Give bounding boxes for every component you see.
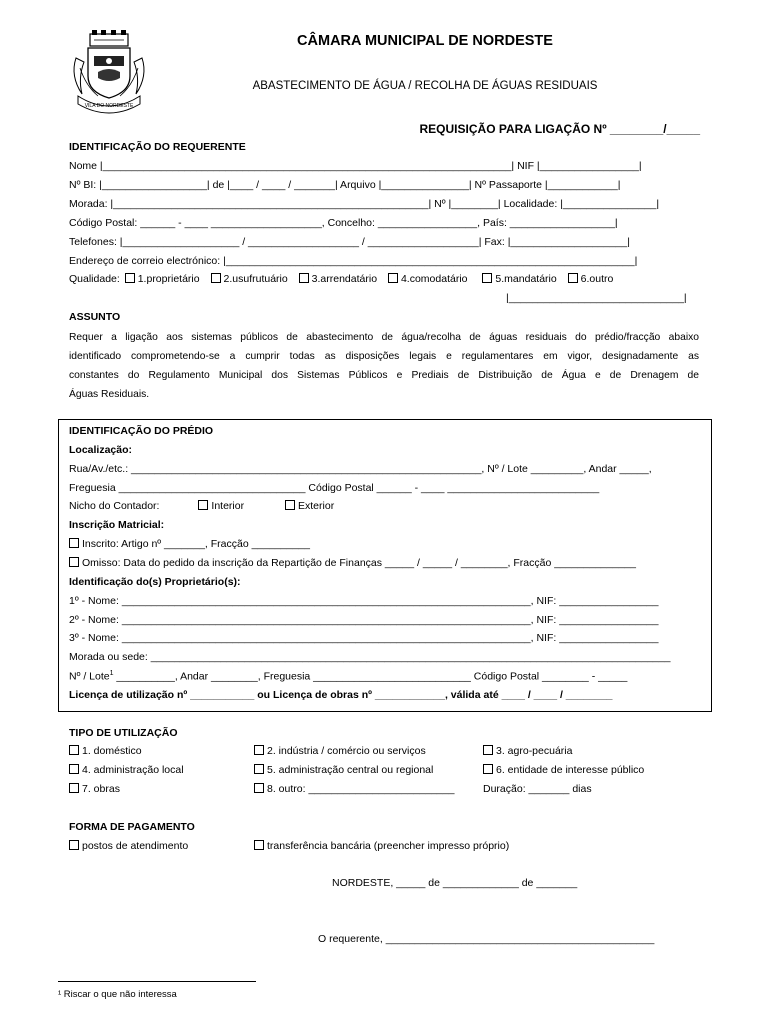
label-agro-pecuaria: 3. agro-pecuária <box>496 745 573 757</box>
field-assinatura-requerente[interactable]: O requerente, ______________________________________________ <box>318 933 655 945</box>
label-mandatario: 5.mandatário <box>495 273 557 285</box>
label-postos-atendimento: postos de atendimento <box>82 840 189 852</box>
label-proprietario: 1.proprietário <box>137 273 200 285</box>
document-subtitle: ABASTECIMENTO DE ÁGUA / RECOLHA DE ÁGUAS RESIDUAIS <box>252 80 598 92</box>
section-heading-tipo-utilizacao: TIPO DE UTILIZAÇÃO <box>69 727 178 739</box>
field-omisso-data[interactable]: Omisso: Data do pedido da inscrição da Repartição de Finanças _____ / _____ / ________, Fracção ______________ <box>82 557 636 569</box>
field-proprietario-2[interactable]: 2º - Nome: ______________________________________________________________________, NIF: _________________ <box>69 614 659 626</box>
field-freguesia-codigo-postal[interactable]: Freguesia ________________________________ Código Postal ______ - ____ __________________________ <box>69 482 600 494</box>
checkbox-obras[interactable] <box>69 783 79 793</box>
checkbox-omisso[interactable] <box>69 557 79 567</box>
lote-label: Nº / Lote <box>69 670 110 683</box>
assunto-line: Águas Residuais. <box>69 389 150 400</box>
checkbox-arrendatario[interactable] <box>299 273 309 283</box>
section-heading-pagamento: FORMA DE PAGAMENTO <box>69 821 195 833</box>
field-data-local[interactable]: NORDESTE, _____ de _____________ de _______ <box>332 877 578 889</box>
tipo-option-industria <box>254 745 426 757</box>
section-heading-predio: IDENTIFICAÇÃO DO PRÉDIO <box>69 425 214 437</box>
assunto-paragraph <box>69 328 699 404</box>
label-domestico: 1. doméstico <box>82 745 142 757</box>
section-heading-requerente: IDENTIFICAÇÃO DO REQUERENTE <box>69 141 246 153</box>
checkbox-outro[interactable] <box>568 273 578 283</box>
checkbox-usufrutuario[interactable] <box>211 273 221 283</box>
label-industria: 2. indústria / comércio ou serviços <box>267 745 426 757</box>
footnote-text: ¹ Riscar o que não interessa <box>58 989 177 1000</box>
label-obras: 7. obras <box>82 783 120 795</box>
field-telefones-fax[interactable]: Telefones: |____________________ / ___________________ / ___________________| Fax: |____________________| <box>69 236 630 248</box>
checkbox-mandatario[interactable] <box>482 273 492 283</box>
assunto-line: identificado comprometendo-se a cumprir todas as disposições legais e regulamentares em vigor, designadamente as <box>69 351 699 362</box>
checkbox-comodatario[interactable] <box>388 273 398 283</box>
label-nicho-interior: Interior <box>211 500 245 512</box>
lote-fields[interactable]: __________, Andar ________, Freguesia ___________________________ Código Postal ________ - _____ <box>113 670 628 683</box>
assunto-line: constantes do Regulamento Municipal dos Sistemas Públicos e Prediais de Distribuição de Água e de Drenagem de <box>69 370 699 381</box>
checkbox-adm-local[interactable] <box>69 764 79 774</box>
svg-text:VILA DO NORDESTE: VILA DO NORDESTE <box>84 103 134 109</box>
nicho-label: Nicho do Contador: <box>69 500 160 512</box>
proprietarios-heading: Identificação do(s) Proprietário(s): <box>69 576 241 588</box>
inscricao-matricial-heading: Inscrição Matricial: <box>69 519 165 531</box>
document-title: CÂMARA MUNICIPAL DE NORDESTE <box>297 33 553 49</box>
field-bi-passaporte[interactable]: Nº BI: |__________________| de |____ / ____ / _______| Arquivo |_______________| Nº Passaporte |____________| <box>69 179 621 191</box>
tipo-option-outro <box>254 783 454 795</box>
checkbox-interesse-publico[interactable] <box>483 764 493 774</box>
field-nome-nif[interactable]: Nome |______________________________________________________________________| NIF |_________________| <box>69 160 642 172</box>
tipo-option-agro <box>483 745 572 757</box>
pagamento-option-transferencia <box>254 840 509 852</box>
tipo-option-obras <box>69 783 120 795</box>
inscrito-row <box>69 538 310 550</box>
field-morada-localidade[interactable]: Morada: |______________________________________________________| Nº |________| Localidade: |________________| <box>69 198 660 210</box>
label-adm-central: 5. administração central ou regional <box>267 764 434 776</box>
checkbox-domestico[interactable] <box>69 745 79 755</box>
qualidade-row <box>69 273 613 285</box>
checkbox-proprietario[interactable] <box>125 273 135 283</box>
footnote-marker: 1 <box>109 670 114 677</box>
label-usufrutuario: 2.usufrutuário <box>223 273 288 285</box>
label-comodatario: 4.comodatário <box>400 273 468 285</box>
field-outro-qualidade[interactable]: |______________________________| <box>506 292 687 304</box>
checkbox-postos-atendimento[interactable] <box>69 840 79 850</box>
field-email[interactable]: Endereço de correio electrónico: |______________________________________________________________________| <box>69 255 638 267</box>
label-adm-local: 4. administração local <box>82 764 184 776</box>
checkbox-agro-pecuaria[interactable] <box>483 745 493 755</box>
field-proprietario-1[interactable]: 1º - Nome: ______________________________________________________________________, NIF: _________________ <box>69 595 659 607</box>
field-licenca[interactable]: Licença de utilização nº ___________ ou Licença de obras nº ____________, válida até ____ / ____ / ________ <box>69 689 613 701</box>
tipo-option-domestico <box>69 745 142 757</box>
checkbox-transferencia[interactable] <box>254 840 264 850</box>
field-inscrito-artigo[interactable]: Inscrito: Artigo nº _______, Fracção __________ <box>82 538 310 550</box>
tipo-option-adm-local <box>69 764 184 776</box>
checkbox-industria[interactable] <box>254 745 264 755</box>
label-transferencia: transferência bancária (preencher impresso próprio) <box>267 840 510 852</box>
checkbox-adm-central[interactable] <box>254 764 264 774</box>
label-outro: 6.outro <box>580 273 614 285</box>
label-nicho-exterior: Exterior <box>298 500 335 512</box>
omisso-row <box>69 557 636 569</box>
checkbox-inscrito[interactable] <box>69 538 79 548</box>
localizacao-heading: Localização: <box>69 444 133 456</box>
requisicao-number-field[interactable]: REQUISIÇÃO PARA LIGAÇÃO Nº ________/_____ <box>419 122 700 136</box>
field-rua-lote-andar[interactable]: Rua/Av./etc.: ____________________________________________________________, Nº / Lote _________, Andar _____, <box>69 463 652 475</box>
label-arrendatario: 3.arrendatário <box>311 273 378 285</box>
pagamento-option-postos <box>69 840 188 852</box>
field-morada-sede[interactable]: Morada ou sede: _________________________________________________________________________________________ <box>69 651 671 663</box>
field-codigo-postal-concelho-pais[interactable]: Código Postal: ______ - ____ ___________________, Concelho: _________________, País: __________________| <box>69 217 618 229</box>
field-proprietario-3[interactable]: 3º - Nome: ______________________________________________________________________, NIF: _________________ <box>69 632 659 644</box>
tipo-option-interesse-publico <box>483 764 644 776</box>
nicho-contador-row <box>69 500 334 512</box>
qualidade-label: Qualidade: <box>69 273 120 285</box>
checkbox-tipo-outro[interactable] <box>254 783 264 793</box>
checkbox-nicho-exterior[interactable] <box>285 500 295 510</box>
tipo-option-adm-central <box>254 764 433 776</box>
field-tipo-outro[interactable]: 8. outro: _________________________ <box>267 783 455 795</box>
footnote-divider <box>58 981 256 982</box>
checkbox-nicho-interior[interactable] <box>198 500 208 510</box>
label-interesse-publico: 6. entidade de interesse público <box>496 764 645 776</box>
field-duracao[interactable]: Duração: _______ dias <box>483 783 592 795</box>
field-lote-andar-freguesia[interactable] <box>69 670 627 683</box>
assunto-line: Requer a ligação aos sistemas públicos de abastecimento de água/recolha de águas residuais do prédio/fracção abaixo <box>69 332 699 343</box>
municipal-coat-of-arms-logo <box>68 28 150 114</box>
section-heading-assunto: ASSUNTO <box>69 311 121 323</box>
